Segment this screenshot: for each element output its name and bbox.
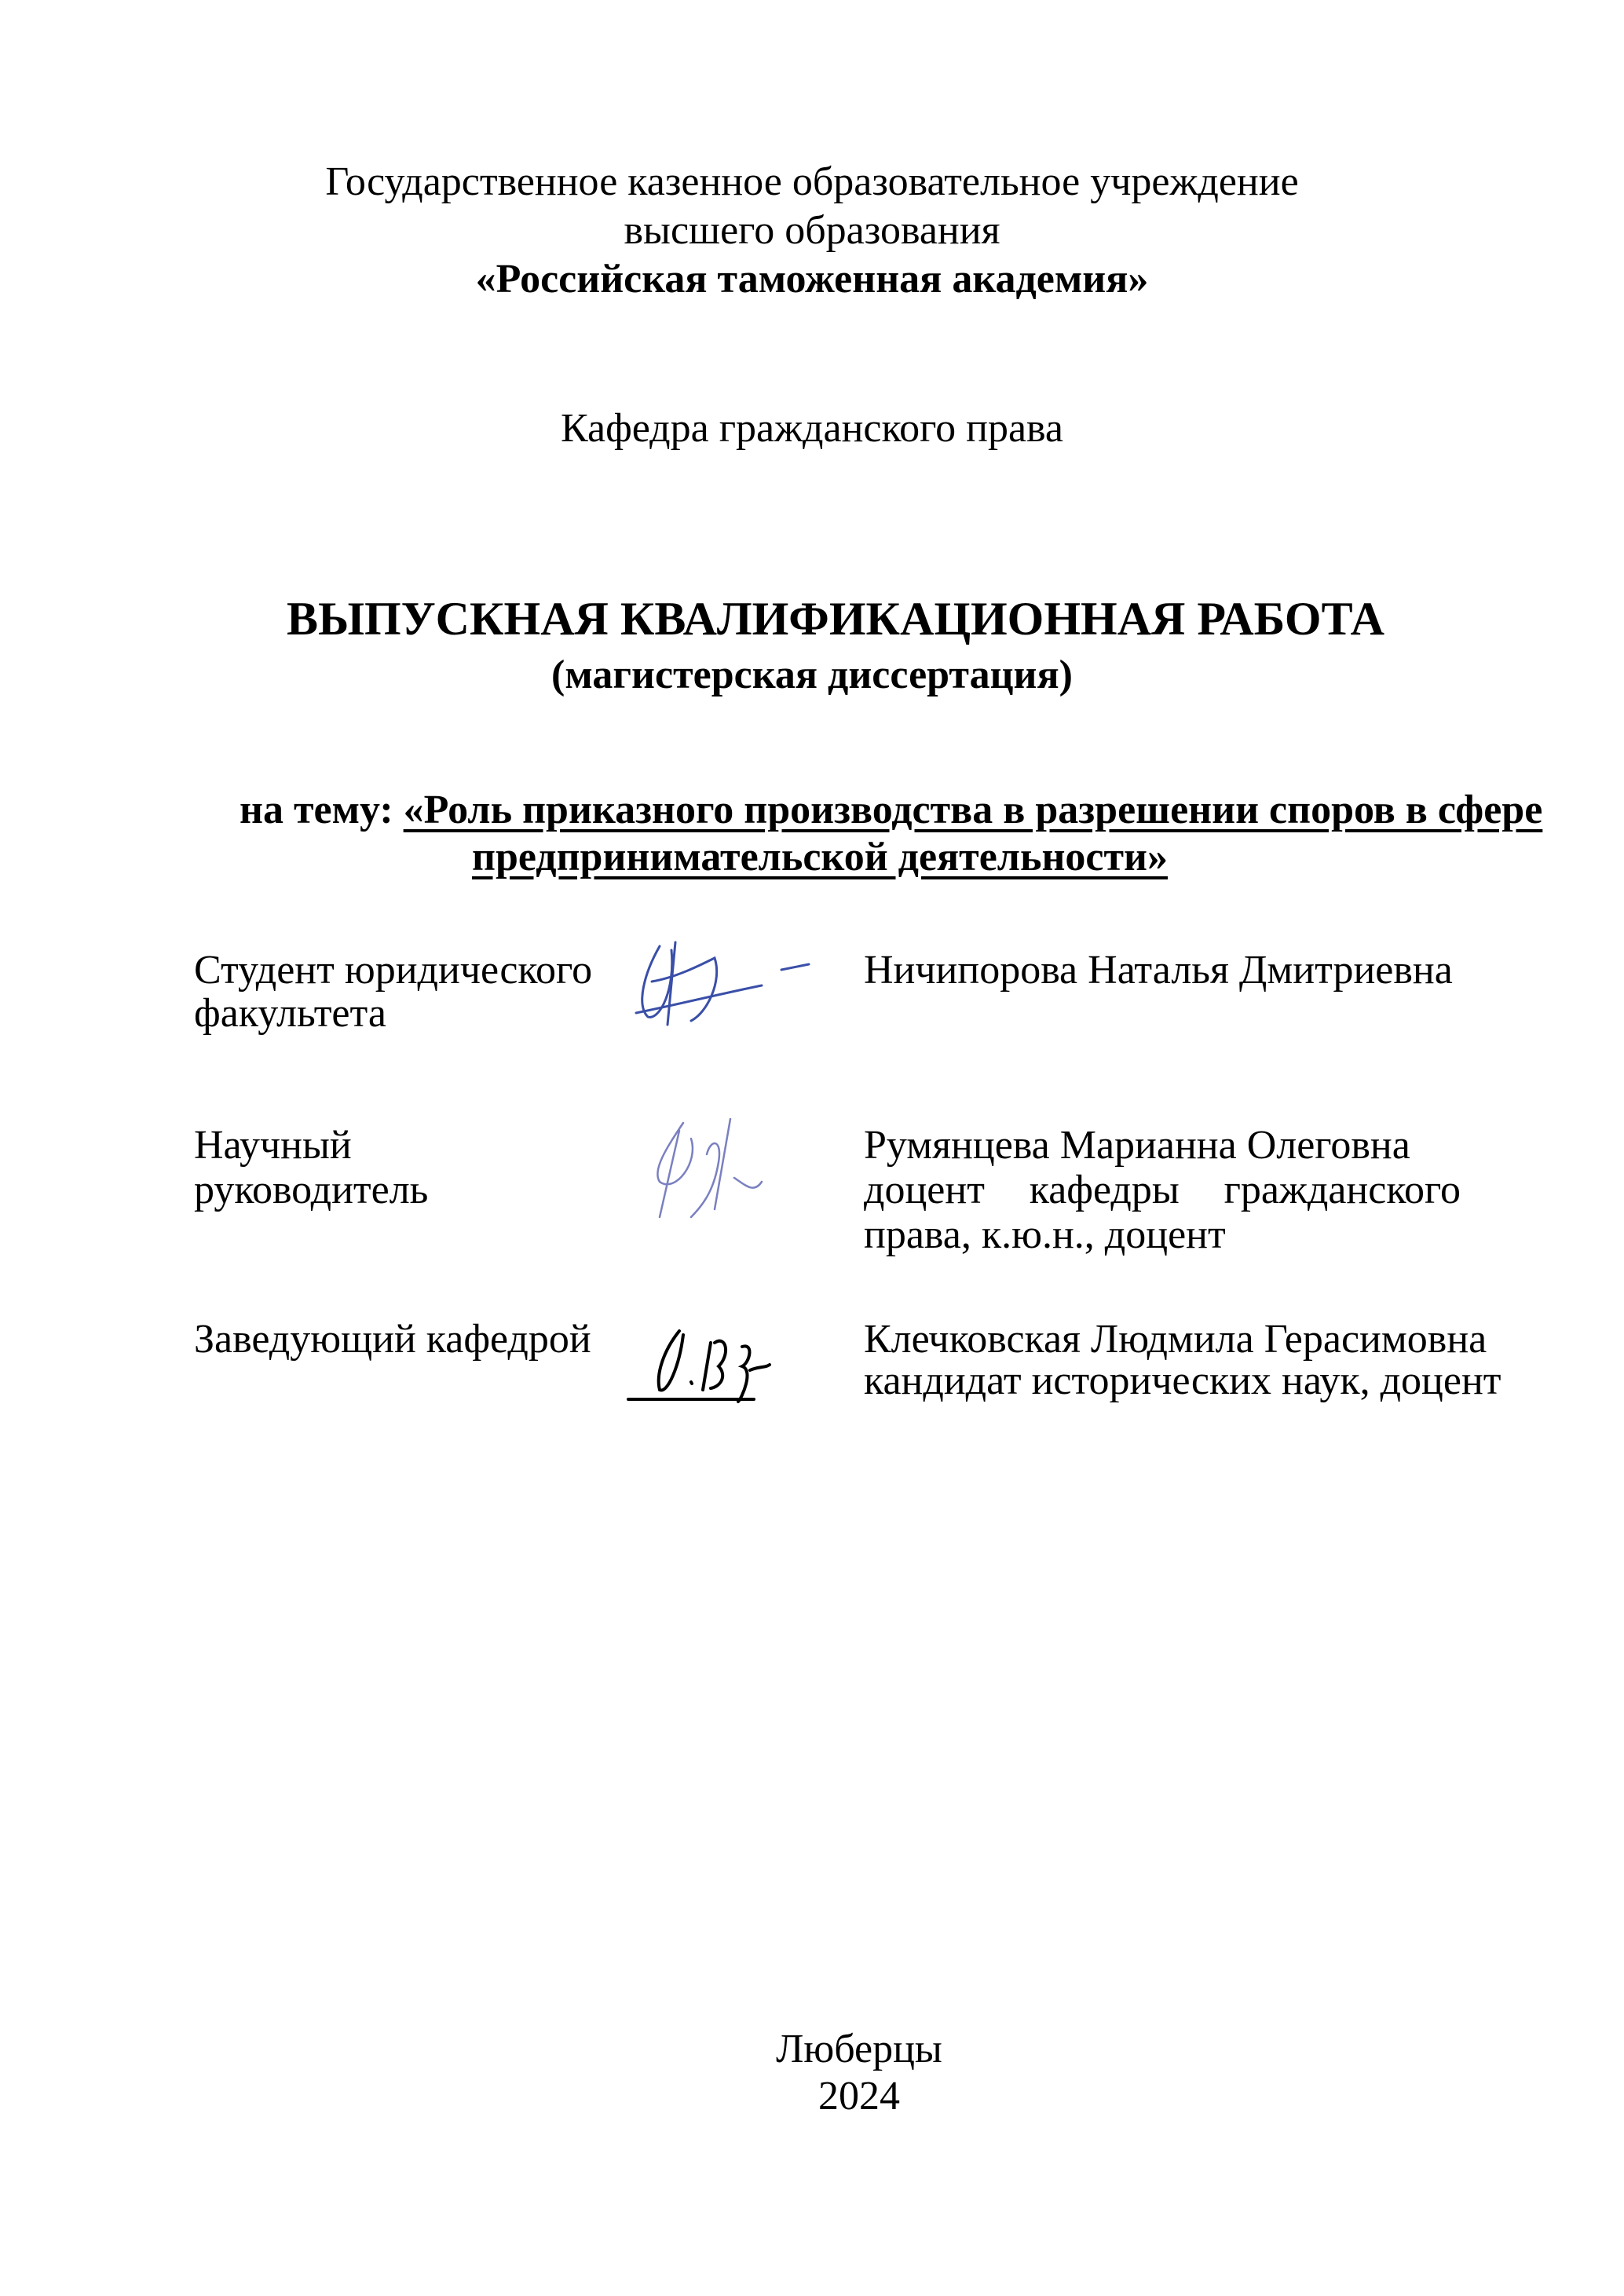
supervisor-signature-icon [636,1107,817,1225]
institution-level: высшего образования [624,208,1000,253]
department: Кафедра гражданского права [561,406,1063,451]
institution-name: «Российская таможенная академия» [475,257,1149,302]
student-name: Ничипорова Наталья Дмитриевна [864,948,1453,993]
topic-title-part-1: «Роль приказного производства в разрешении споров в сфере [403,788,1543,832]
student-role-line-1: Студент юридического [194,948,593,993]
supervisor-position-word: кафедры [1029,1168,1180,1212]
topic-line-2 [0,837,1624,878]
supervisor-role-line-1: Научный [194,1123,352,1168]
supervisor-position-line-2: права, к.ю.н., доцент [864,1212,1226,1257]
topic-line-1 [240,790,1542,831]
head-name: Клечковская Людмила Герасимовна [864,1317,1487,1362]
city: Люберцы [776,2027,942,2071]
supervisor-position-word: доцент [864,1168,985,1212]
work-subtitle: (магистерская диссертация) [551,653,1073,697]
supervisor-name: Румянцева Марианна Олеговна [864,1123,1410,1168]
head-role: Заведующий кафедрой [194,1317,591,1362]
supervisor-role-line-2: руководитель [194,1168,429,1212]
supervisor-position-line-1 [864,1170,1461,1211]
institution-type: Государственное казенное образовательное учреждение [325,159,1299,204]
year: 2024 [818,2074,900,2119]
student-role-line-2: факультета [194,991,386,1036]
student-signature-icon [628,934,832,1029]
head-position: кандидат исторических наук, доцент [864,1358,1501,1403]
topic-prefix: на тему: [240,788,404,832]
head-signature-icon [624,1319,813,1406]
supervisor-position-word: гражданского [1223,1168,1461,1212]
topic-title-part-2: предпринимательской деятельности» [471,835,1169,879]
work-title: ВЫПУСКНАЯ КВАЛИФИКАЦИОННАЯ РАБОТА [287,593,1384,645]
